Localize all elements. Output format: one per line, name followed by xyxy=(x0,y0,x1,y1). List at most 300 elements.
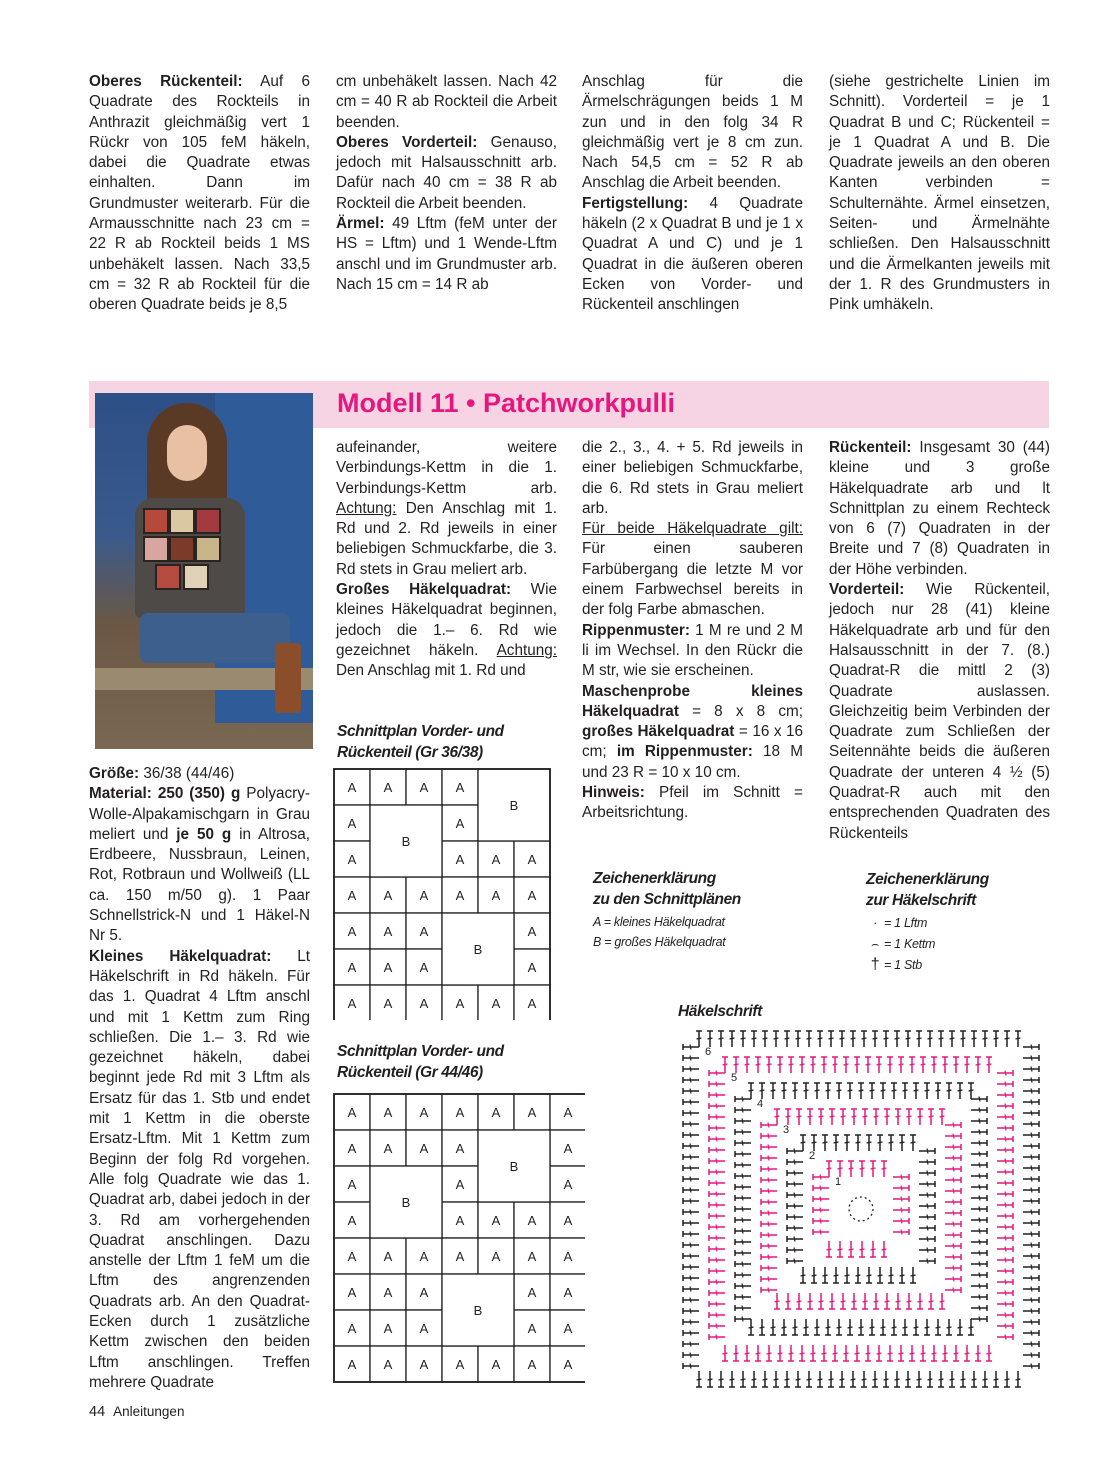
stitch-mark xyxy=(781,1083,787,1099)
schema1-cell-b: B xyxy=(509,798,519,813)
schema2-cell-a: A xyxy=(527,1321,537,1336)
stitch-mark xyxy=(945,1177,961,1183)
stitch-mark xyxy=(909,1345,915,1361)
stitch-mark xyxy=(709,1103,725,1109)
stitch-mark xyxy=(803,1319,809,1335)
stitch-mark xyxy=(787,1192,803,1198)
schema2-cell-a: A xyxy=(383,1141,393,1156)
stitch-mark xyxy=(807,1109,813,1125)
stitch-mark xyxy=(919,1159,935,1165)
section-title: Modell 11 • Patchworkpulli xyxy=(337,388,676,418)
stitch-mark xyxy=(982,1371,988,1387)
stitch-mark xyxy=(683,1143,699,1149)
stitch-mark xyxy=(1023,1253,1039,1259)
stitch-mark xyxy=(1023,1121,1039,1127)
schema2-cell-a: A xyxy=(527,1213,537,1228)
stitch-mark xyxy=(997,1180,1013,1186)
crochet-chart xyxy=(676,1024,1046,1394)
stitch-mark xyxy=(1023,1066,1039,1072)
stitch-mark xyxy=(1023,1132,1039,1138)
stitch-mark xyxy=(833,1135,839,1151)
schema1-cell-a: A xyxy=(527,960,537,975)
stitch-mark xyxy=(748,1083,754,1099)
stitch-mark xyxy=(877,1267,883,1283)
schema1-cell-a: A xyxy=(347,960,357,975)
stitch-mark xyxy=(735,1140,751,1146)
stitch-mark xyxy=(997,1301,1013,1307)
stitch-mark xyxy=(709,1191,725,1197)
schema2-cell-b: B xyxy=(473,1303,483,1318)
stitch-mark xyxy=(910,1135,916,1151)
stitch-mark xyxy=(945,1199,961,1205)
stitch-mark xyxy=(986,1345,992,1361)
stitch-mark xyxy=(806,1031,812,1047)
stitch-mark xyxy=(997,1103,1013,1109)
schema1-cell-a: A xyxy=(419,924,429,939)
stitch-mark xyxy=(847,1083,853,1099)
stitch-mark xyxy=(795,1031,801,1047)
schema2-cell-a: A xyxy=(491,1249,501,1264)
paragraph: Oberes Vorderteil: Genauso, jedoch mit Halsausschnitt arb. Dafür nach 40 cm = 38 R ab Rockteil die Arbeit beenden. xyxy=(336,133,557,212)
stitch-mark xyxy=(949,1371,955,1387)
schema1-cell-a: A xyxy=(419,960,429,975)
stitch-mark xyxy=(774,1293,780,1309)
stitch-mark xyxy=(968,1083,974,1099)
schema2-cell-a: A xyxy=(563,1105,573,1120)
stitch-mark xyxy=(924,1319,930,1335)
stitch-mark xyxy=(828,1371,834,1387)
stitch-mark xyxy=(814,1319,820,1335)
schema1-cell-a: A xyxy=(347,996,357,1011)
schema1-cell-a: A xyxy=(347,780,357,795)
stitch-mark xyxy=(787,1148,803,1154)
stitch-mark xyxy=(735,1272,751,1278)
stitch-mark xyxy=(761,1122,777,1128)
round-label: 2 xyxy=(809,1150,816,1162)
stitch-mark xyxy=(817,1031,823,1047)
stitch-mark xyxy=(957,1083,963,1099)
stitch-mark xyxy=(917,1109,923,1125)
stitch-mark xyxy=(945,1232,961,1238)
stitch-mark xyxy=(709,1290,725,1296)
stitch-mark xyxy=(735,1184,751,1190)
stitch-mark xyxy=(803,1083,809,1099)
stitch-mark xyxy=(709,1202,725,1208)
stitch-mark xyxy=(1023,1110,1039,1116)
schema2-cell-a: A xyxy=(491,1213,501,1228)
round-label: 6 xyxy=(705,1046,712,1058)
stitch-mark xyxy=(1023,1352,1039,1358)
stitch-mark xyxy=(785,1109,791,1125)
schema1-cell-a: A xyxy=(491,996,501,1011)
schema1-cell-a: A xyxy=(491,852,501,867)
stitch-mark xyxy=(876,1057,882,1073)
stitch-mark xyxy=(811,1135,817,1151)
stitch-mark xyxy=(788,1057,794,1073)
stitch-mark xyxy=(945,1133,961,1139)
stitch-mark xyxy=(813,1218,829,1224)
stitch-mark xyxy=(828,1031,834,1047)
stitch-mark xyxy=(787,1159,803,1165)
stitch-mark xyxy=(945,1155,961,1161)
stitch-mark xyxy=(773,1031,779,1047)
schema2-title: Schnittplan Vorder- und Rückenteil (Gr 44/46) xyxy=(337,1043,504,1081)
schema2-cell-a: A xyxy=(455,1213,465,1228)
stitch-mark xyxy=(826,1161,832,1177)
stitch-mark xyxy=(774,1109,780,1125)
schema2-cell-a: A xyxy=(563,1141,573,1156)
stitch-mark xyxy=(761,1133,777,1139)
text-column-2-bottom: aufeinander, weitere Verbindungs-Kettm in die 1. Verbindungs-Kettm arb. Achtung: Den Anschlag mit 1. Rd und 2. Rd jeweils in einer beliebigen Schmuckfarbe, die 3. Rd stets in Grau meliert arb. Großes Häkelquadrat: Wie kleines Häkelquadrat beginnen, jedoch die 1.– 6. Rd wie gezeichnet häkeln. Achtung: Den Anschlag mit 1. Rd und xyxy=(336,439,557,680)
stitch-mark xyxy=(683,1055,699,1061)
stitch-mark xyxy=(997,1213,1013,1219)
stitch-mark xyxy=(997,1070,1013,1076)
stitch-mark xyxy=(919,1258,935,1264)
stitch-mark xyxy=(924,1083,930,1099)
stitch-mark xyxy=(683,1165,699,1171)
stitch-mark xyxy=(997,1246,1013,1252)
stitch-mark xyxy=(865,1345,871,1361)
stitch-mark xyxy=(919,1181,935,1187)
chart-title: Häkelschrift xyxy=(678,1003,762,1020)
stitch-mark xyxy=(683,1363,699,1369)
stitch-mark xyxy=(919,1247,935,1253)
schema2-cell-a: A xyxy=(347,1105,357,1120)
stitch-mark xyxy=(928,1109,934,1125)
stitch-mark xyxy=(866,1135,872,1151)
stitch-mark xyxy=(707,1031,713,1047)
stitch-mark xyxy=(761,1155,777,1161)
stitch-mark xyxy=(683,1187,699,1193)
stitch-mark xyxy=(761,1144,777,1150)
stitch-mark xyxy=(825,1319,831,1335)
stitch-mark xyxy=(751,1031,757,1047)
stitch-mark xyxy=(938,1031,944,1047)
stitch-mark xyxy=(997,1279,1013,1285)
stitch-mark xyxy=(964,1345,970,1361)
stitch-mark xyxy=(1023,1198,1039,1204)
stitch-mark xyxy=(761,1232,777,1238)
schema1-cell-a: A xyxy=(527,924,537,939)
stitch-mark xyxy=(858,1083,864,1099)
stitch-mark xyxy=(839,1371,845,1387)
legend-kettm: ⌢ = 1 Kettm xyxy=(866,934,935,954)
stitch-mark xyxy=(1015,1371,1021,1387)
schema2-cell-a: A xyxy=(347,1141,357,1156)
stitch-mark xyxy=(761,1199,777,1205)
stitch-mark xyxy=(836,1319,842,1335)
stitch-mark xyxy=(813,1174,829,1180)
text-column-1-bottom xyxy=(89,764,310,1393)
stitch-mark xyxy=(1023,1165,1039,1171)
schema2-cell-a: A xyxy=(455,1177,465,1192)
legend-stb: † = 1 Stb xyxy=(866,955,922,975)
stitch-mark xyxy=(829,1109,835,1125)
schema2-cell-a: A xyxy=(563,1213,573,1228)
stitch-mark xyxy=(784,1031,790,1047)
stitch-mark xyxy=(891,1083,897,1099)
stitch-mark xyxy=(893,1229,909,1235)
stitch-mark xyxy=(919,1148,935,1154)
stitch-mark xyxy=(735,1305,751,1311)
stitch-mark xyxy=(895,1293,901,1309)
stitch-mark xyxy=(945,1287,961,1293)
stitch-mark xyxy=(735,1129,751,1135)
schema2-cell-a: A xyxy=(455,1141,465,1156)
schema2-cell-a: A xyxy=(563,1321,573,1336)
paragraph: Material: 250 (350) g Polyacry-Wolle-Alpakamischgarn in Grau meliert und je 50 g in Altrosa, Erdbeere, Nussbraun, Leinen, Rot, Rotbraun und Wollweiß (LL ca. 150 m/50 g). 1 Paar Schnellstrick-N und 1 Häkel-N Nr 5. xyxy=(89,785,311,945)
stitch-mark xyxy=(709,1114,725,1120)
stitch-mark xyxy=(850,1371,856,1387)
stitch-mark xyxy=(833,1267,839,1283)
stitch-mark xyxy=(942,1057,948,1073)
stitch-mark xyxy=(761,1265,777,1271)
stitch-mark xyxy=(761,1221,777,1227)
stitch-mark xyxy=(787,1214,803,1220)
stitch-mark xyxy=(971,1118,987,1124)
schema2-cell-a: A xyxy=(383,1105,393,1120)
stitch-mark xyxy=(799,1057,805,1073)
stitch-mark xyxy=(1023,1099,1039,1105)
schema1-cell-a: A xyxy=(347,888,357,903)
stitch-mark xyxy=(935,1083,941,1099)
stitch-mark xyxy=(744,1057,750,1073)
stitch-mark xyxy=(837,1161,843,1177)
stitch-mark xyxy=(865,1057,871,1073)
stitch-mark xyxy=(709,1081,725,1087)
stitch-mark xyxy=(913,1319,919,1335)
stitch-mark xyxy=(718,1371,724,1387)
stitch-mark xyxy=(953,1057,959,1073)
text-column-3-bottom: die 2., 3., 4. + 5. Rd jeweils in einer beliebigen Schmuckfarbe, die 6. Rd stets in Grau meliert arb. Für beide Häkelquadrate gilt: Für einen sauberen Farbübergang die letzte M vor einem Farbwechsel bereits in der folg Farbe abmaschen. Rippenmuster: 1 M re und 2 M li im Wechsel. In den Rückr die M str, wie sie erscheinen. Maschenprobe kleines Häkelquadrat = 8 x 8 cm; großes Häkelquadrat = 16 x 16 cm; im Rippenmuster: 18 M und 23 R = 10 x 10 cm. Hinweis: Pfeil im Schnitt = Arbeitsrichtung. xyxy=(582,439,803,822)
stitch-mark xyxy=(761,1210,777,1216)
stitch-mark xyxy=(909,1057,915,1073)
stitch-mark xyxy=(870,1161,876,1177)
schema2-cell-a: A xyxy=(419,1357,429,1372)
stitch-mark xyxy=(785,1293,791,1309)
stitch-mark xyxy=(898,1057,904,1073)
stitch-mark xyxy=(709,1147,725,1153)
stitch-mark xyxy=(826,1241,832,1257)
stitch-mark xyxy=(997,1224,1013,1230)
stitch-mark xyxy=(939,1109,945,1125)
stitch-mark xyxy=(822,1267,828,1283)
stitch-mark xyxy=(902,1083,908,1099)
page-number: 44 xyxy=(89,1404,106,1420)
stitch-mark xyxy=(683,1297,699,1303)
stitch-mark xyxy=(839,1031,845,1047)
stitch-mark xyxy=(858,1319,864,1335)
stitch-mark xyxy=(870,1241,876,1257)
stitch-mark xyxy=(869,1083,875,1099)
stitch-mark xyxy=(844,1135,850,1151)
stitch-mark xyxy=(800,1135,806,1151)
stitch-mark xyxy=(818,1293,824,1309)
slip-stitch-icon: ⌢ xyxy=(871,937,879,951)
stitch-mark xyxy=(729,1031,735,1047)
stitch-mark xyxy=(997,1125,1013,1131)
stitch-mark xyxy=(792,1083,798,1099)
stitch-mark xyxy=(683,1077,699,1083)
stitch-mark xyxy=(683,1242,699,1248)
stitch-mark xyxy=(787,1258,803,1264)
stitch-mark xyxy=(910,1267,916,1283)
legend-b: B = großes Häkelquadrat xyxy=(593,935,726,949)
stitch-mark xyxy=(683,1132,699,1138)
stitch-mark xyxy=(866,1267,872,1283)
stitch-mark xyxy=(696,1031,702,1047)
legend-chart-title: Zeichenerklärung zur Häkelschrift xyxy=(866,871,989,909)
stitch-mark xyxy=(971,1371,977,1387)
stitch-mark xyxy=(893,1218,909,1224)
paragraph: Anschlag für die Ärmelschrägungen beids 1 M zun und in den folg 34 R gleichmäßig vert je 8 cm zun. Nach 54,5 cm = 52 R ab Anschlag die Arbeit beenden. xyxy=(582,73,803,192)
stitch-mark xyxy=(709,1312,725,1318)
stitch-mark xyxy=(784,1371,790,1387)
stitch-mark xyxy=(873,1109,879,1125)
stitch-mark xyxy=(722,1345,728,1361)
stitch-mark xyxy=(761,1276,777,1282)
stitch-mark xyxy=(919,1203,935,1209)
schema2-cell-a: A xyxy=(527,1105,537,1120)
stitch-mark xyxy=(997,1268,1013,1274)
stitch-mark xyxy=(945,1144,961,1150)
stitch-mark xyxy=(1023,1341,1039,1347)
stitch-mark xyxy=(1023,1275,1039,1281)
paragraph: Fertigstellung: 4 Quadrate häkeln (2 x Quadrat B und je 1 x Quadrat A und C) und je 1 Quadrat in die äußeren oberen Ecken von Vorder- und Rückenteil anschlingen xyxy=(582,194,803,314)
schema2-cell-a: A xyxy=(563,1285,573,1300)
stitch-mark xyxy=(696,1371,702,1387)
stitch-mark xyxy=(840,1293,846,1309)
stitch-mark xyxy=(876,1345,882,1361)
stitch-mark xyxy=(788,1345,794,1361)
stitch-mark xyxy=(683,1264,699,1270)
schema1-cell-a: A xyxy=(455,816,465,831)
stitch-mark xyxy=(899,1135,905,1151)
stitch-mark xyxy=(960,1031,966,1047)
schema2-cell-a: A xyxy=(419,1141,429,1156)
stitch-mark xyxy=(683,1330,699,1336)
round-label: 4 xyxy=(757,1098,764,1110)
schema1-cell-b: B xyxy=(401,834,411,849)
stitch-mark xyxy=(993,1031,999,1047)
stitch-mark xyxy=(945,1122,961,1128)
stitch-mark xyxy=(971,1096,987,1102)
stitch-mark xyxy=(709,1235,725,1241)
stitch-mark xyxy=(1023,1308,1039,1314)
stitch-mark xyxy=(792,1319,798,1335)
stitch-mark xyxy=(759,1319,765,1335)
stitch-mark xyxy=(1023,1363,1039,1369)
stitch-mark xyxy=(997,1191,1013,1197)
stitch-mark xyxy=(709,1334,725,1340)
stitch-mark xyxy=(971,1162,987,1168)
stitch-mark xyxy=(902,1319,908,1335)
stitch-mark xyxy=(1023,1187,1039,1193)
stitch-mark xyxy=(837,1241,843,1257)
stitch-mark xyxy=(787,1181,803,1187)
stitch-mark xyxy=(707,1371,713,1387)
stitch-mark xyxy=(759,1083,765,1099)
stitch-mark xyxy=(840,1109,846,1125)
stitch-mark xyxy=(971,1107,987,1113)
stitch-mark xyxy=(957,1319,963,1335)
schema1-cell-a: A xyxy=(419,888,429,903)
stitch-mark xyxy=(709,1257,725,1263)
stitch-mark xyxy=(796,1293,802,1309)
schema1-cell-a: A xyxy=(419,780,429,795)
stitch-mark xyxy=(1023,1055,1039,1061)
stitch-mark xyxy=(906,1109,912,1125)
stitch-mark xyxy=(735,1261,751,1267)
text-column-4-top xyxy=(829,72,1050,316)
stitch-mark xyxy=(735,1283,751,1289)
stitch-mark xyxy=(709,1301,725,1307)
stitch-mark xyxy=(931,1345,937,1361)
stitch-mark xyxy=(709,1070,725,1076)
stitch-mark xyxy=(960,1371,966,1387)
stitch-mark xyxy=(861,1371,867,1387)
stitch-mark xyxy=(916,1031,922,1047)
stitch-mark xyxy=(709,1279,725,1285)
stitch-mark xyxy=(997,1114,1013,1120)
stitch-mark xyxy=(997,1334,1013,1340)
schema1-cell-a: A xyxy=(491,888,501,903)
schema2-cell-a: A xyxy=(527,1285,537,1300)
text-column-2-top xyxy=(336,72,557,295)
stitch-mark xyxy=(1004,1371,1010,1387)
schema1-cell-a: A xyxy=(455,780,465,795)
stitch-mark xyxy=(997,1312,1013,1318)
stitch-mark xyxy=(986,1057,992,1073)
stitch-mark xyxy=(946,1083,952,1099)
stitch-mark xyxy=(761,1188,777,1194)
stitch-mark xyxy=(880,1083,886,1099)
stitch-mark xyxy=(927,1031,933,1047)
stitch-mark xyxy=(1004,1031,1010,1047)
stitch-mark xyxy=(971,1272,987,1278)
stitch-mark xyxy=(735,1151,751,1157)
stitch-mark xyxy=(813,1196,829,1202)
schema1-cell-a: A xyxy=(455,996,465,1011)
stitch-mark xyxy=(895,1109,901,1125)
stitch-mark xyxy=(832,1057,838,1073)
stitch-mark xyxy=(971,1129,987,1135)
stitch-mark xyxy=(735,1294,751,1300)
stitch-mark xyxy=(898,1345,904,1361)
stitch-mark xyxy=(894,1371,900,1387)
stitch-mark xyxy=(683,1352,699,1358)
stitch-mark xyxy=(971,1173,987,1179)
stitch-mark xyxy=(740,1371,746,1387)
stitch-mark xyxy=(945,1221,961,1227)
stitch-mark xyxy=(997,1202,1013,1208)
stitch-mark xyxy=(781,1319,787,1335)
stitch-mark xyxy=(1023,1209,1039,1215)
schema2-cell-a: A xyxy=(491,1357,501,1372)
stitch-mark xyxy=(855,1135,861,1151)
stitch-mark xyxy=(919,1170,935,1176)
stitch-mark xyxy=(997,1257,1013,1263)
stitch-mark xyxy=(822,1135,828,1151)
schema2-cell-a: A xyxy=(527,1249,537,1264)
stitch-mark xyxy=(848,1241,854,1257)
text-column-4-bottom xyxy=(829,438,1050,844)
stitch-mark xyxy=(843,1057,849,1073)
paragraph: Oberes Rückenteil: Auf 6 Quadrate des Rockteils in Anthrazit gleichmäßig vert 1 Rückr von 105 feM häkeln, dabei die Quadrate etwas einhalten. Dann im Grundmuster weiterarb. Für die Armausschnitte nach 23 cm = 22 R ab Rockteil beids 1 MS unbehäkelt lassen. Nach 33,5 cm = 32 R ab Rockteil für die oberen Quadrate beids je 8,5 xyxy=(89,73,311,314)
stitch-mark xyxy=(862,1109,868,1125)
stitch-mark xyxy=(683,1044,699,1050)
stitch-mark xyxy=(1023,1297,1039,1303)
